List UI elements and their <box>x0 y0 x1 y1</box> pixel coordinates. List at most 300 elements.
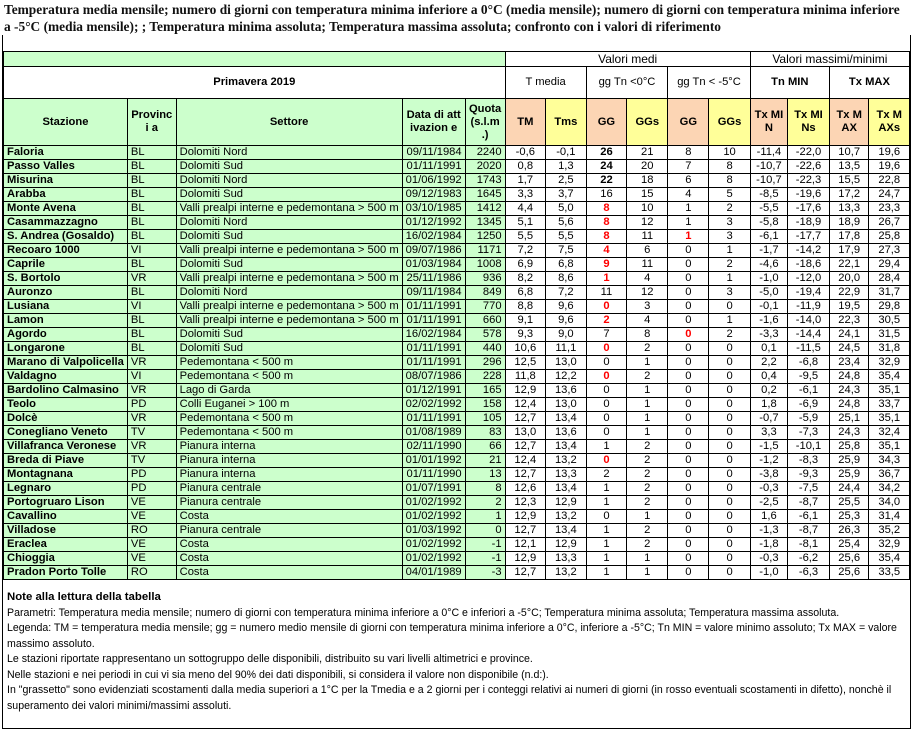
cell-gg5: 0 <box>668 244 709 258</box>
cell-ggs: 2 <box>627 524 668 538</box>
cell-tx-maxs: 34,0 <box>869 496 910 510</box>
cell-stazione: Pradon Porto Tolle <box>4 566 128 580</box>
cell-stazione: Longarone <box>4 342 128 356</box>
cell-gg5: 4 <box>668 188 709 202</box>
cell-data: 01/11/1990 <box>402 468 465 482</box>
cell-tx-max: 17,9 <box>829 244 869 258</box>
cell-tx-maxs: 22,8 <box>869 174 910 188</box>
cell-data: 01/03/1992 <box>402 524 465 538</box>
cell-quota: 83 <box>465 426 505 440</box>
cell-settore: Valli prealpi interne e pedemontana > 500 m <box>176 244 402 258</box>
cell-tx-mins: -18,6 <box>788 258 830 272</box>
cell-tx-min: -6,1 <box>750 230 787 244</box>
cell-tms: 13,2 <box>546 566 587 580</box>
cell-tx-mins: -14,0 <box>788 314 830 328</box>
cell-tx-mins: -18,9 <box>788 216 830 230</box>
cell-tx-min: -0,3 <box>750 552 787 566</box>
cell-tx-maxs: 30,5 <box>869 314 910 328</box>
cell-tx-maxs: 31,8 <box>869 342 910 356</box>
cell-tx-mins: -22,0 <box>788 146 830 160</box>
cell-settore: Lago di Garda <box>176 384 402 398</box>
cell-tm: -0,6 <box>505 146 545 160</box>
cell-gg: 7 <box>586 328 627 342</box>
cell-quota: 2020 <box>465 160 505 174</box>
cell-settore: Pianura centrale <box>176 482 402 496</box>
cell-tx-mins: -17,7 <box>788 230 830 244</box>
table-row <box>4 160 910 174</box>
group-valori-max-min: Valori massimi/minimi <box>750 52 909 67</box>
cell-tx-max: 10,7 <box>829 146 869 160</box>
cell-settore: Dolomiti Sud <box>176 230 402 244</box>
cell-gg: 8 <box>586 202 627 216</box>
cell-provincia: VR <box>127 412 176 426</box>
cell-stazione: Chioggia <box>4 552 128 566</box>
cell-stazione: Portogruaro Lison <box>4 496 128 510</box>
cell-tx-max: 25,1 <box>829 412 869 426</box>
table-row <box>4 440 910 454</box>
cell-ggs5: 0 <box>709 482 750 496</box>
cell-gg5: 0 <box>668 426 709 440</box>
cell-ggs5: 0 <box>709 412 750 426</box>
cell-ggs: 12 <box>627 216 668 230</box>
cell-tm: 13,0 <box>505 426 545 440</box>
cell-provincia: BL <box>127 174 176 188</box>
table-row <box>4 454 910 468</box>
cell-tx-min: -1,8 <box>750 538 787 552</box>
cell-stazione: Lusiana <box>4 300 128 314</box>
cell-ggs: 1 <box>627 566 668 580</box>
cell-data: 09/11/1984 <box>402 146 465 160</box>
cell-provincia: BL <box>127 342 176 356</box>
cell-quota: 2240 <box>465 146 505 160</box>
cell-ggs5: 8 <box>709 174 750 188</box>
cell-data: 02/11/1990 <box>402 440 465 454</box>
cell-ggs5: 0 <box>709 454 750 468</box>
cell-ggs5: 5 <box>709 188 750 202</box>
table-row <box>4 244 910 258</box>
table-row <box>4 314 910 328</box>
cell-tx-mins: -14,2 <box>788 244 830 258</box>
cell-stazione: Caprile <box>4 258 128 272</box>
cell-quota: 578 <box>465 328 505 342</box>
cell-ggs5: 1 <box>709 244 750 258</box>
cell-gg5: 0 <box>668 566 709 580</box>
cell-gg: 1 <box>586 538 627 552</box>
cell-tms: 13,4 <box>546 482 587 496</box>
cell-tx-max: 25,4 <box>829 538 869 552</box>
cell-gg5: 0 <box>668 412 709 426</box>
cell-gg5: 0 <box>668 314 709 328</box>
cell-ggs: 15 <box>627 188 668 202</box>
cell-tms: 12,9 <box>546 538 587 552</box>
cell-tm: 1,7 <box>505 174 545 188</box>
cell-ggs: 11 <box>627 230 668 244</box>
cell-settore: Valli prealpi interne e pedemontana > 500 m <box>176 202 402 216</box>
cell-tx-maxs: 31,5 <box>869 328 910 342</box>
cell-quota: 936 <box>465 272 505 286</box>
cell-tx-maxs: 35,2 <box>869 524 910 538</box>
table-row <box>4 482 910 496</box>
cell-gg: 4 <box>586 244 627 258</box>
cell-tx-max: 24,8 <box>829 398 869 412</box>
cell-tms: 13,0 <box>546 398 587 412</box>
cell-ggs: 1 <box>627 510 668 524</box>
col-settore: Settore <box>176 99 402 146</box>
cell-tx-maxs: 35,1 <box>869 440 910 454</box>
cell-settore: Dolomiti Nord <box>176 216 402 230</box>
cell-quota: 440 <box>465 342 505 356</box>
cell-gg5: 0 <box>668 272 709 286</box>
cell-tx-mins: -22,3 <box>788 174 830 188</box>
col-tm: TM <box>505 99 545 146</box>
cell-quota: -1 <box>465 552 505 566</box>
note-line: Parametri: Temperatura media mensile; numero di giorni con temperatura minima inferiore a 0°C e inferiori a -5°C; Temperatura minima assoluta; Temperatura massima assoluta. <box>7 606 840 619</box>
cell-data: 09/11/1984 <box>402 286 465 300</box>
cell-tx-max: 24,8 <box>829 370 869 384</box>
cell-tx-max: 13,3 <box>829 202 869 216</box>
subgroup-tn-min: Tn MIN <box>750 67 829 99</box>
cell-gg5: 0 <box>668 524 709 538</box>
cell-data: 16/02/1984 <box>402 328 465 342</box>
table-row <box>4 272 910 286</box>
col-gg: GG <box>586 99 627 146</box>
cell-tms: 9,0 <box>546 328 587 342</box>
cell-provincia: VE <box>127 538 176 552</box>
cell-gg: 0 <box>586 300 627 314</box>
cell-tx-maxs: 33,7 <box>869 398 910 412</box>
cell-tx-maxs: 34,3 <box>869 454 910 468</box>
cell-stazione: Marano di Valpolicella <box>4 356 128 370</box>
subgroup-t-media: T media <box>505 67 586 99</box>
cell-provincia: BL <box>127 216 176 230</box>
cell-ggs: 1 <box>627 552 668 566</box>
cell-stazione: Montagnana <box>4 468 128 482</box>
table-row <box>4 496 910 510</box>
table-row <box>4 230 910 244</box>
cell-data: 01/11/1991 <box>402 314 465 328</box>
col-tx-max: Tx MAX <box>829 99 869 146</box>
cell-provincia: BL <box>127 160 176 174</box>
cell-tx-max: 22,9 <box>829 286 869 300</box>
cell-provincia: PD <box>127 482 176 496</box>
col-provincia: Provinci a <box>127 99 176 146</box>
cell-tx-mins: -19,6 <box>788 188 830 202</box>
cell-tx-max: 24,3 <box>829 426 869 440</box>
cell-gg5: 0 <box>668 342 709 356</box>
cell-provincia: VE <box>127 496 176 510</box>
cell-ggs5: 2 <box>709 328 750 342</box>
cell-ggs5: 2 <box>709 258 750 272</box>
cell-tx-min: 3,3 <box>750 426 787 440</box>
cell-quota: 1171 <box>465 244 505 258</box>
cell-provincia: BL <box>127 258 176 272</box>
cell-gg: 0 <box>586 398 627 412</box>
cell-ggs: 10 <box>627 202 668 216</box>
cell-tm: 12,5 <box>505 356 545 370</box>
table-row <box>4 356 910 370</box>
cell-ggs: 1 <box>627 398 668 412</box>
cell-tx-maxs: 23,3 <box>869 202 910 216</box>
cell-ggs: 2 <box>627 468 668 482</box>
cell-quota: 1250 <box>465 230 505 244</box>
cell-provincia: RO <box>127 566 176 580</box>
table-row <box>4 398 910 412</box>
cell-ggs: 4 <box>627 272 668 286</box>
cell-gg5: 0 <box>668 538 709 552</box>
cell-ggs: 1 <box>627 426 668 440</box>
cell-gg: 26 <box>586 146 627 160</box>
cell-stazione: Teolo <box>4 398 128 412</box>
cell-gg: 2 <box>586 314 627 328</box>
cell-settore: Costa <box>176 552 402 566</box>
cell-tm: 10,6 <box>505 342 545 356</box>
cell-stazione: S. Bortolo <box>4 272 128 286</box>
cell-ggs5: 0 <box>709 300 750 314</box>
cell-provincia: PD <box>127 468 176 482</box>
cell-ggs5: 0 <box>709 510 750 524</box>
cell-tx-maxs: 19,6 <box>869 146 910 160</box>
cell-tm: 12,4 <box>505 454 545 468</box>
cell-tx-mins: -8,7 <box>788 496 830 510</box>
table-body <box>4 146 910 580</box>
cell-tm: 12,7 <box>505 524 545 538</box>
cell-data: 01/02/1992 <box>402 510 465 524</box>
col-tx-min: Tx MIN <box>750 99 787 146</box>
table-row <box>4 328 910 342</box>
cell-stazione: Recoaro 1000 <box>4 244 128 258</box>
cell-settore: Dolomiti Nord <box>176 286 402 300</box>
table-row <box>4 510 910 524</box>
cell-data: 01/11/1991 <box>402 412 465 426</box>
cell-tx-max: 24,5 <box>829 342 869 356</box>
cell-provincia: VI <box>127 300 176 314</box>
cell-tm: 12,9 <box>505 552 545 566</box>
cell-tx-max: 24,4 <box>829 482 869 496</box>
cell-ggs: 4 <box>627 314 668 328</box>
cell-tms: 13,6 <box>546 384 587 398</box>
cell-tx-max: 13,5 <box>829 160 869 174</box>
cell-stazione: Eraclea <box>4 538 128 552</box>
cell-data: 02/02/1992 <box>402 398 465 412</box>
cell-tx-max: 25,6 <box>829 552 869 566</box>
cell-ggs: 1 <box>627 412 668 426</box>
cell-gg: 0 <box>586 356 627 370</box>
cell-tx-mins: -6,3 <box>788 566 830 580</box>
cell-tx-min: -10,7 <box>750 174 787 188</box>
cell-tx-maxs: 19,6 <box>869 160 910 174</box>
column-header-row <box>4 99 910 146</box>
cell-quota: 1412 <box>465 202 505 216</box>
cell-data: 01/07/1991 <box>402 482 465 496</box>
cell-settore: Dolomiti Sud <box>176 328 402 342</box>
col-ggs5: GGs <box>709 99 750 146</box>
cell-ggs: 21 <box>627 146 668 160</box>
cell-provincia: BL <box>127 146 176 160</box>
cell-ggs5: 1 <box>709 314 750 328</box>
cell-tx-min: -0,1 <box>750 300 787 314</box>
cell-provincia: BL <box>127 328 176 342</box>
cell-tms: 13,4 <box>546 524 587 538</box>
cell-tx-maxs: 32,9 <box>869 538 910 552</box>
cell-gg5: 0 <box>668 482 709 496</box>
cell-tms: 2,5 <box>546 174 587 188</box>
cell-tm: 12,7 <box>505 440 545 454</box>
cell-ggs: 6 <box>627 244 668 258</box>
cell-tms: 13,4 <box>546 412 587 426</box>
subgroup-gg-tn-5: gg Tn < -5°C <box>668 67 750 99</box>
cell-tm: 12,7 <box>505 566 545 580</box>
cell-data: 16/02/1984 <box>402 230 465 244</box>
cell-ggs: 2 <box>627 370 668 384</box>
cell-settore: Dolomiti Sud <box>176 342 402 356</box>
cell-ggs5: 3 <box>709 216 750 230</box>
cell-quota: 1345 <box>465 216 505 230</box>
cell-tx-max: 15,5 <box>829 174 869 188</box>
temperature-table <box>3 35 910 580</box>
cell-tx-mins: -12,0 <box>788 272 830 286</box>
cell-tx-maxs: 34,2 <box>869 482 910 496</box>
cell-quota: 1008 <box>465 258 505 272</box>
cell-gg: 0 <box>586 454 627 468</box>
cell-settore: Pedemontana < 500 m <box>176 412 402 426</box>
cell-settore: Pianura interna <box>176 440 402 454</box>
cell-stazione: Passo Valles <box>4 160 128 174</box>
cell-tx-min: -0,3 <box>750 482 787 496</box>
spacer-row <box>4 35 910 52</box>
cell-stazione: Lamon <box>4 314 128 328</box>
cell-tx-mins: -6,2 <box>788 552 830 566</box>
cell-tm: 12,9 <box>505 384 545 398</box>
cell-gg5: 0 <box>668 440 709 454</box>
cell-stazione: Bardolino Calmasino <box>4 384 128 398</box>
cell-quota: 849 <box>465 286 505 300</box>
sheet-frame <box>2 35 911 729</box>
cell-quota: 158 <box>465 398 505 412</box>
cell-provincia: VR <box>127 440 176 454</box>
cell-tms: 13,4 <box>546 440 587 454</box>
cell-stazione: Faloria <box>4 146 128 160</box>
cell-tx-min: -5,5 <box>750 202 787 216</box>
cell-tms: 7,2 <box>546 286 587 300</box>
table-row <box>4 566 910 580</box>
cell-gg5: 0 <box>668 300 709 314</box>
table-row <box>4 258 910 272</box>
cell-provincia: TV <box>127 426 176 440</box>
cell-gg: 0 <box>586 342 627 356</box>
cell-settore: Dolomiti Sud <box>176 160 402 174</box>
cell-quota: -1 <box>465 538 505 552</box>
cell-gg5: 0 <box>668 384 709 398</box>
group-valori-medi: Valori medi <box>505 52 750 67</box>
cell-quota: 8 <box>465 482 505 496</box>
cell-gg: 1 <box>586 552 627 566</box>
cell-data: 01/02/1992 <box>402 538 465 552</box>
cell-provincia: VR <box>127 384 176 398</box>
cell-gg: 0 <box>586 384 627 398</box>
cell-tms: 7,5 <box>546 244 587 258</box>
cell-tx-maxs: 27,3 <box>869 244 910 258</box>
table-row <box>4 342 910 356</box>
cell-gg5: 0 <box>668 454 709 468</box>
cell-ggs: 18 <box>627 174 668 188</box>
cell-tx-maxs: 32,4 <box>869 426 910 440</box>
cell-tx-max: 25,9 <box>829 468 869 482</box>
note-line: Le stazioni riportate rappresentano un sottogruppo delle disponibili, distribuito su vari livelli altimetrici e province. <box>7 653 533 665</box>
note-line: In "grassetto" sono evidenziati scostamenti dalla media superiori a 1°C per la Tmedia e a 2 giorni per i conteggi relativi ai numeri di giorni (in rosso eventuali scostamenti in difetto), nonchè il superamento dei valori minimi/massimi assoluti. <box>7 684 892 712</box>
cell-gg5: 8 <box>668 146 709 160</box>
cell-provincia: BL <box>127 314 176 328</box>
table-row <box>4 412 910 426</box>
cell-tx-max: 19,5 <box>829 300 869 314</box>
cell-ggs: 11 <box>627 258 668 272</box>
cell-ggs: 2 <box>627 538 668 552</box>
cell-provincia: BL <box>127 230 176 244</box>
cell-tx-min: 1,8 <box>750 398 787 412</box>
cell-tx-maxs: 32,9 <box>869 356 910 370</box>
cell-tms: 12,9 <box>546 496 587 510</box>
cell-data: 01/12/1992 <box>402 216 465 230</box>
cell-stazione: Misurina <box>4 174 128 188</box>
table-row <box>4 188 910 202</box>
col-gg5: GG <box>668 99 709 146</box>
table-row <box>4 468 910 482</box>
cell-tm: 12,3 <box>505 496 545 510</box>
cell-tms: 11,1 <box>546 342 587 356</box>
cell-tx-mins: -5,9 <box>788 412 830 426</box>
cell-provincia: BL <box>127 202 176 216</box>
cell-gg5: 7 <box>668 160 709 174</box>
cell-tx-max: 24,3 <box>829 384 869 398</box>
cell-tx-max: 25,8 <box>829 440 869 454</box>
cell-data: 01/11/1991 <box>402 356 465 370</box>
cell-stazione: Dolcè <box>4 412 128 426</box>
cell-tx-mins: -8,3 <box>788 454 830 468</box>
cell-data: 01/08/1989 <box>402 426 465 440</box>
cell-provincia: TV <box>127 454 176 468</box>
cell-settore: Costa <box>176 538 402 552</box>
notes-heading: Note alla lettura della tabella <box>7 591 161 603</box>
col-quota: Quota (s.l.m .) <box>465 99 505 146</box>
cell-gg: 22 <box>586 174 627 188</box>
cell-tx-min: -8,5 <box>750 188 787 202</box>
cell-tx-mins: -11,5 <box>788 342 830 356</box>
cell-tx-maxs: 29,8 <box>869 300 910 314</box>
col-tx-mins: Tx MINs <box>788 99 830 146</box>
cell-gg: 1 <box>586 566 627 580</box>
cell-stazione: Legnaro <box>4 482 128 496</box>
cell-tm: 5,1 <box>505 216 545 230</box>
cell-tx-maxs: 28,4 <box>869 272 910 286</box>
cell-tx-mins: -10,1 <box>788 440 830 454</box>
cell-tx-maxs: 26,7 <box>869 216 910 230</box>
cell-tx-maxs: 29,4 <box>869 258 910 272</box>
cell-tms: 5,0 <box>546 202 587 216</box>
cell-quota: 660 <box>465 314 505 328</box>
cell-tx-mins: -6,1 <box>788 384 830 398</box>
cell-gg: 16 <box>586 188 627 202</box>
cell-gg: 0 <box>586 412 627 426</box>
cell-ggs5: 0 <box>709 356 750 370</box>
cell-tm: 8,8 <box>505 300 545 314</box>
cell-ggs: 2 <box>627 342 668 356</box>
table-row <box>4 384 910 398</box>
cell-tx-max: 22,1 <box>829 258 869 272</box>
table-row <box>4 524 910 538</box>
cell-tm: 12,9 <box>505 510 545 524</box>
cell-tx-maxs: 35,4 <box>869 370 910 384</box>
cell-tx-maxs: 36,7 <box>869 468 910 482</box>
cell-ggs5: 0 <box>709 566 750 580</box>
